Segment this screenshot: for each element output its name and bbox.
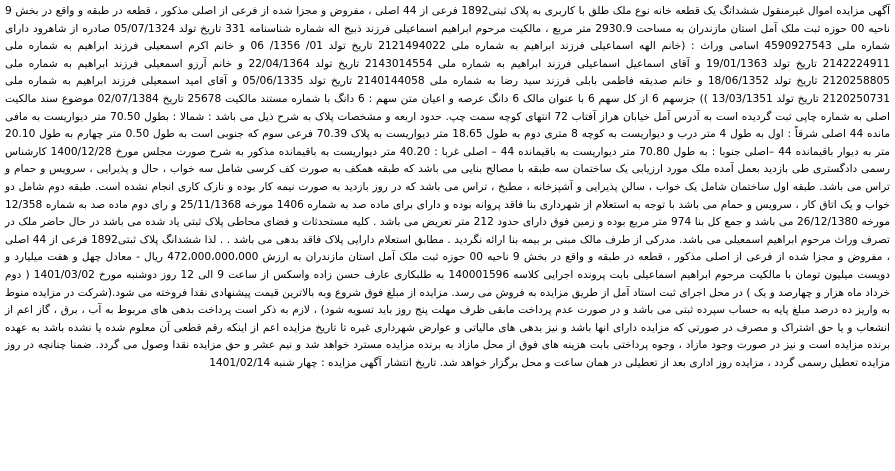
auction-notice-text: آگهی مزایده اموال غیرمنقول ششدانگ یک قطعه خانه نوع ملک طلق با کاربری به پلاک ثبتی1892 فرعی از 44 اصلی ، مفروض و مجزا شده از فرعی از اصلی مذکور ، قطعه در طبقه و واقع در بخش 9 ناحیه 00 حوزه ثبت ملک آمل استان مازندران به مساحت 2930.9 متر مربع ، مالکیت مرحوم ابراهیم اسماعیلی فرزند ذبیح اله شماره شناسنامه 331 تاریخ تولد 05/07/1324 صادره از شاهرود دارای شماره ملی 4590927543 اسامی وراث : (خانم الهه اسماعیلی فرزند ابراهیم به شماره ملی 2121494022 تاریخ تولد 01/ 1356/ 06 و خانم اکرم اسمعیلی فرزند ابراهیم به شماره ملی 2142224911 تاریخ تولد 19/01/1363 و آقای اسماعیل اسماعیلی فرزند ابراهیم به شماره ملی 2143014554 تاریخ تولد 22/04/1364 و خانم آرزو اسمعیلی فرزند ابراهیم به شماره ملی 2120258805 تاریخ تولد 18/06/1352 و خانم صدیقه فاطمی بابلی فرزند سید رضا به شماره ملی 2140144058 تاریخ تولد 05/06/1335 و آقای امید اسمعیلی فرزند ابراهیم به شماره ملی 2120250731 تاریخ تولد 13/03/1351 )) جزسهم 6 از کل سهم 6 با عنوان مالک 6 دانگ عرصه و اعیان متن سهم : 6 دانگ با شماره مستند مالکیت 25678 تاریخ 02/07/1384 موضوع سند مالکیت اصلی به شماره چاپی ثبت گردیده است به آدرس آمل خیابان هراز آفتاب 72 انتهای کوچه سمت چپ. حدود اربعه و مشخصات پلاک به شرح ذیل می باشد : شمالا : بطول 70.50 متر دیواریست به مافی مانده 44 اصلی شرقاً : اول به طول 4 متر درب و دیواریست به کوچه 8 متری دوم به طول 18.65 متر دیواریست به پلاک 70.39 فرعی سوم که جنوبی است به طول 0.50 متر چهارم به طول 20.10 متر به دیوار باقیمانده 44 –اصلی جنوبا : به طول 70.80 متر دیواریست به باقیمانده 44 – اصلی غربا : 40.20 متر دیواریست به باقیمانده مذکور به شرح صورت مجلس مورخ 1400/12/28 کارشناس رسمی دادگستری طی بازدید بعمل آمده ملک مورد ارزیابی یک ساختمان سه طبقه با مصالح بنایی می باشد که طبقه همکف به صورت کف کرسی شامل سه خواب ، حال و پذیرایی ، سرویس و حمام و تراس می باشد. طبقه اول ساختمان شامل یک خواب ، سالن پذیرایی و آشپزخانه ، مطبخ ، تراس می باشد که در روز بازدید به صورت نیمه کار بوده و نازک کاری انجام نشده است. طبقه دوم شامل دو خواب و یک اتاق کار ، سرویس و حمام می باشد با توجه به استعلام از شهرداری بنا فاقد پروانه بوده و دارای برای ماده صد به شماره 1406 مورخه 25/11/1368 و رای دوم ماده صد به شماره 12/358 مورخه 26/12/1380 می باشد و جمع کل بنا 974 متر مربع بوده و زمین فوق دارای حدود 212 متر تعریض می باشد . کلیه مستحدثات و فضای محاطی پلاک ثبتی یاد شده می باشد در حال حاضر ملک در تصرف وراث مرحوم ابراهیم اسمعیلی می باشد. مدرکی از طرف مالک مبنی بر بیمه بنا ارائه نگردید . مطابق استعلام دارایی پلاک فاقد بدهی می باشد . . لذا ششدانگ پلاک ثبتی1892 فرعی از 44 اصلی ، مفروض و مجزا شده از فرعی از اصلی مذکور ، قطعه در طبقه و واقع در بخش 9 ناحیه 00 حوزه ثبت ملک آمل استان مازندران به ارزش 472،000،000،000 ریال - معادل چهل و هفت میلیارد و دویست میلیون تومان با مالکیت مرحوم ابراهیم اسماعیلی بابت پرونده اجرایی کلاسه 140001596 به طلبکاری عارف حسن زاده واسکس از ساعت 9 الی 12 روز دوشنبه مورخ 1401/03/02 ( دوم خرداد ماه هزار و چهارصد و یک ) در محل اجرای ثبت استاد آمل از طریق مزایده به فروش می رسد. مزایده از مبلغ فوق شروع وبه بالاترین قیمت پیشنهادی نقدا فروخته می شود.(شرکت در مزایده منوط به واریز ده درصد مبلغ پایه به حساب سپرده ثبتی می باشد و در صورت عدم پرداخت مابقی ظرف مهلت پنج روز باید تسویه شود) ، لازم به ذکر است پرداخت بدهی های مربوط به آب ، برق ، گاز اعم از انشعاب و یا حق اشتراک و مصرف در صورتی که مزایده دارای انها باشد و نیز بدهی های مالیاتی و عوارض شهرداری غیره تا تاریخ مزایده اعم از اینکه رقم قطعی آن معلوم شده یا نشده باشد به عهده برنده مزایده است و نیز در صورت وجود مازاد ، وجوه پرداختی بابت هزینه های فوق از محل مازاد به برنده مزایده مسترد خواهد شد و نیم عشر و حق مزایده نقدا وصول می گردد. ضمنا چنانچه در روز مزایده تعطیل رسمی گردد ، مزایده روز اداری بعد از تعطیلی در همان ساعت و محل برگزار خواهد شد. تاریخ انتشار آگهی مزایده : چهار شنبه 1401/02/14 [5, 5, 891, 369]
